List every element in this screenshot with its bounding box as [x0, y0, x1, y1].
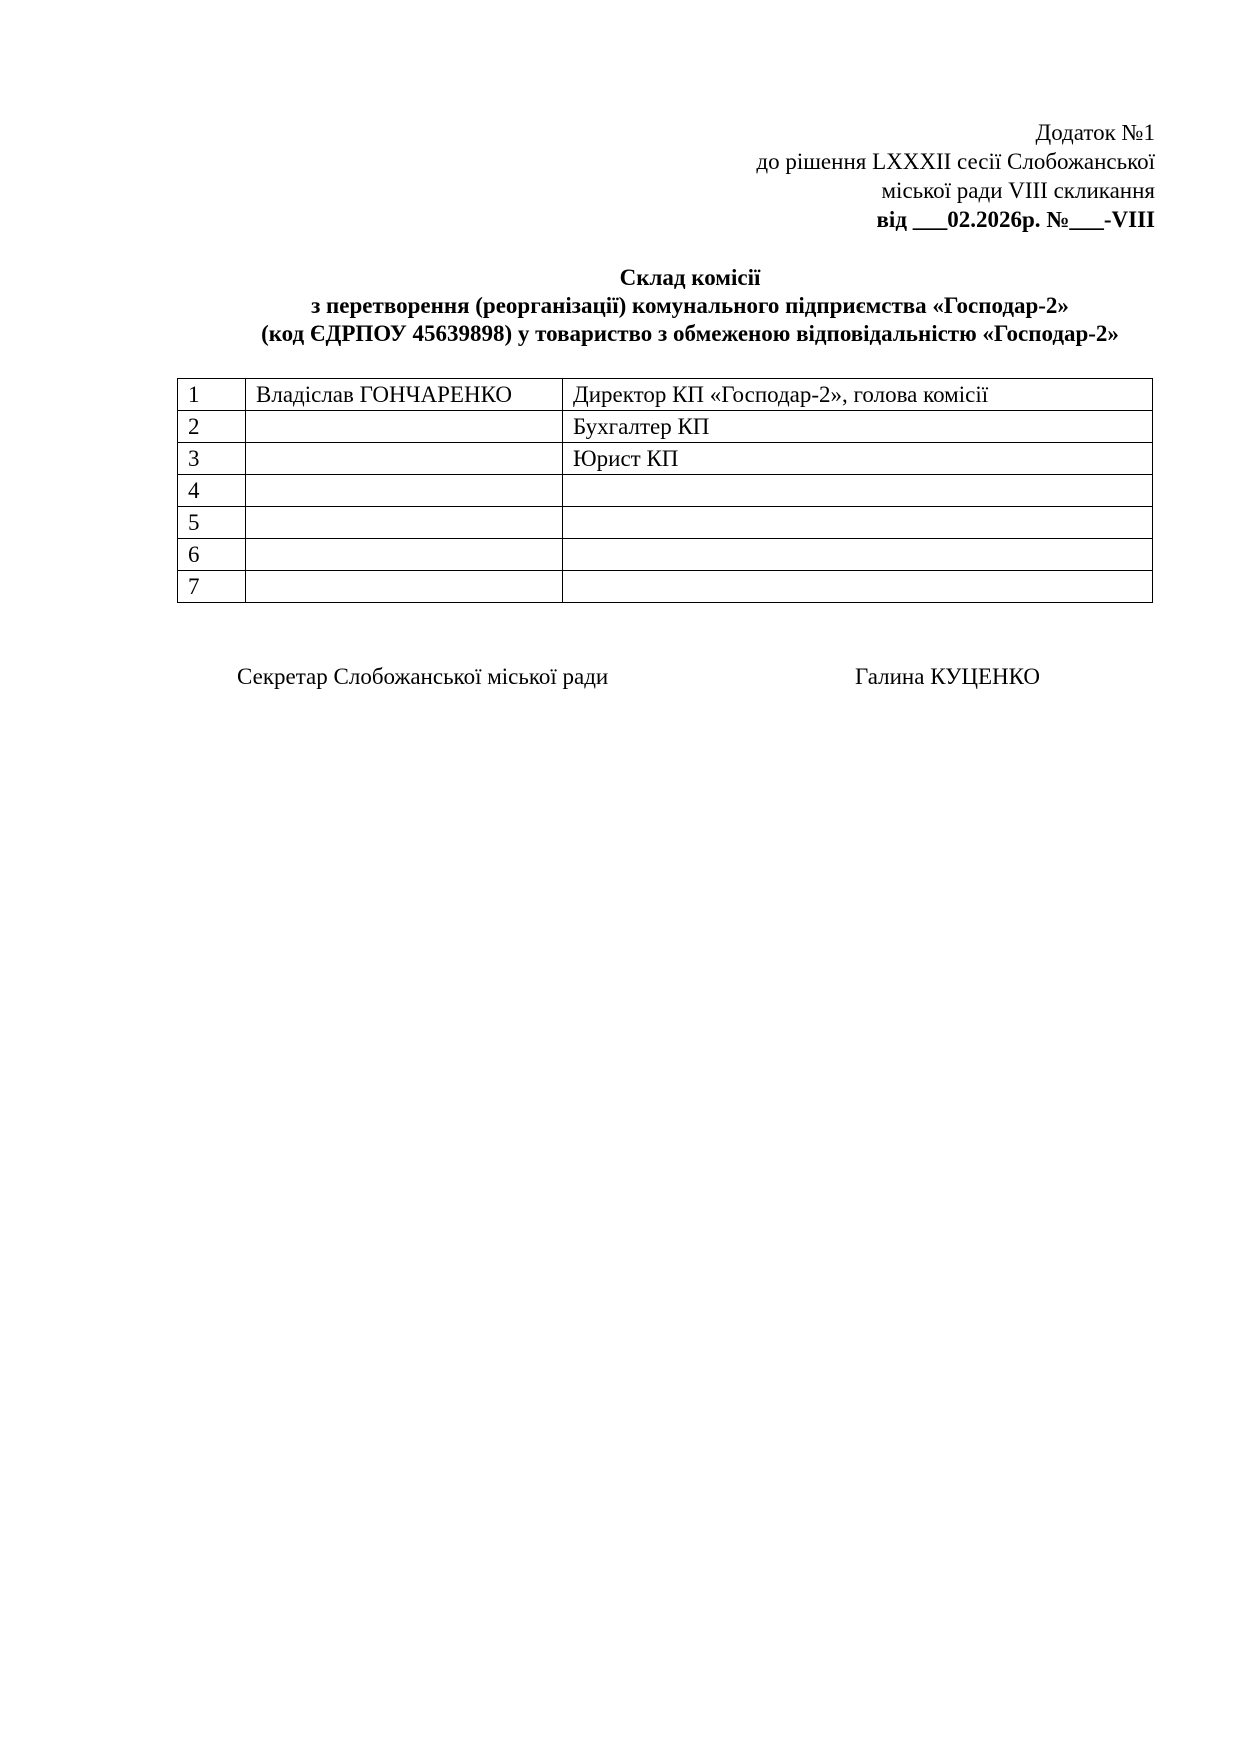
title-line-3: (код ЄДРПОУ 45639898) у товариство з обмеженою відповідальністю «Господар-2» — [261, 321, 1119, 346]
row-number: 5 — [178, 507, 246, 539]
row-number: 4 — [178, 475, 246, 507]
row-number: 1 — [178, 379, 246, 411]
signatory-role: Секретар Слобожанської міської ради — [237, 664, 609, 689]
member-position — [563, 571, 1153, 603]
title-line-2: з перетворення (реорганізації) комунального підприємства «Господар-2» — [311, 293, 1069, 318]
row-number: 7 — [178, 571, 246, 603]
member-position: Директор КП «Господар-2», голова комісії — [563, 379, 1153, 411]
member-name — [246, 443, 563, 475]
table-row — [178, 443, 1153, 475]
member-name: Владіслав ГОНЧАРЕНКО — [246, 379, 563, 411]
signatory-name: Галина КУЦЕНКО — [855, 664, 1040, 689]
commission-members-table — [177, 378, 1153, 603]
member-position: Бухгалтер КП — [563, 411, 1153, 443]
row-number: 6 — [178, 539, 246, 571]
annex-number: Додаток №1 — [1035, 120, 1155, 145]
table-row — [178, 411, 1153, 443]
table-row — [178, 571, 1153, 603]
member-position: Юрист КП — [563, 443, 1153, 475]
member-name — [246, 571, 563, 603]
table-row — [178, 539, 1153, 571]
member-name — [246, 411, 563, 443]
member-name — [246, 475, 563, 507]
member-position — [563, 507, 1153, 539]
member-position — [563, 539, 1153, 571]
title-line-1: Склад комісії — [619, 265, 761, 290]
table-row — [178, 475, 1153, 507]
member-name — [246, 539, 563, 571]
annex-decision: до рішення LXXXII сесії Слобожанської — [756, 149, 1155, 174]
member-name — [246, 507, 563, 539]
table-row — [178, 507, 1153, 539]
annex-council: міської ради VIII скликання — [881, 178, 1155, 203]
table-row — [178, 379, 1153, 411]
document-title — [150, 264, 1230, 348]
row-number: 3 — [178, 443, 246, 475]
annex-date-number: від ___02.2026р. №___-VIII — [876, 207, 1155, 232]
row-number: 2 — [178, 411, 246, 443]
annex-header — [756, 118, 1155, 234]
member-position — [563, 475, 1153, 507]
